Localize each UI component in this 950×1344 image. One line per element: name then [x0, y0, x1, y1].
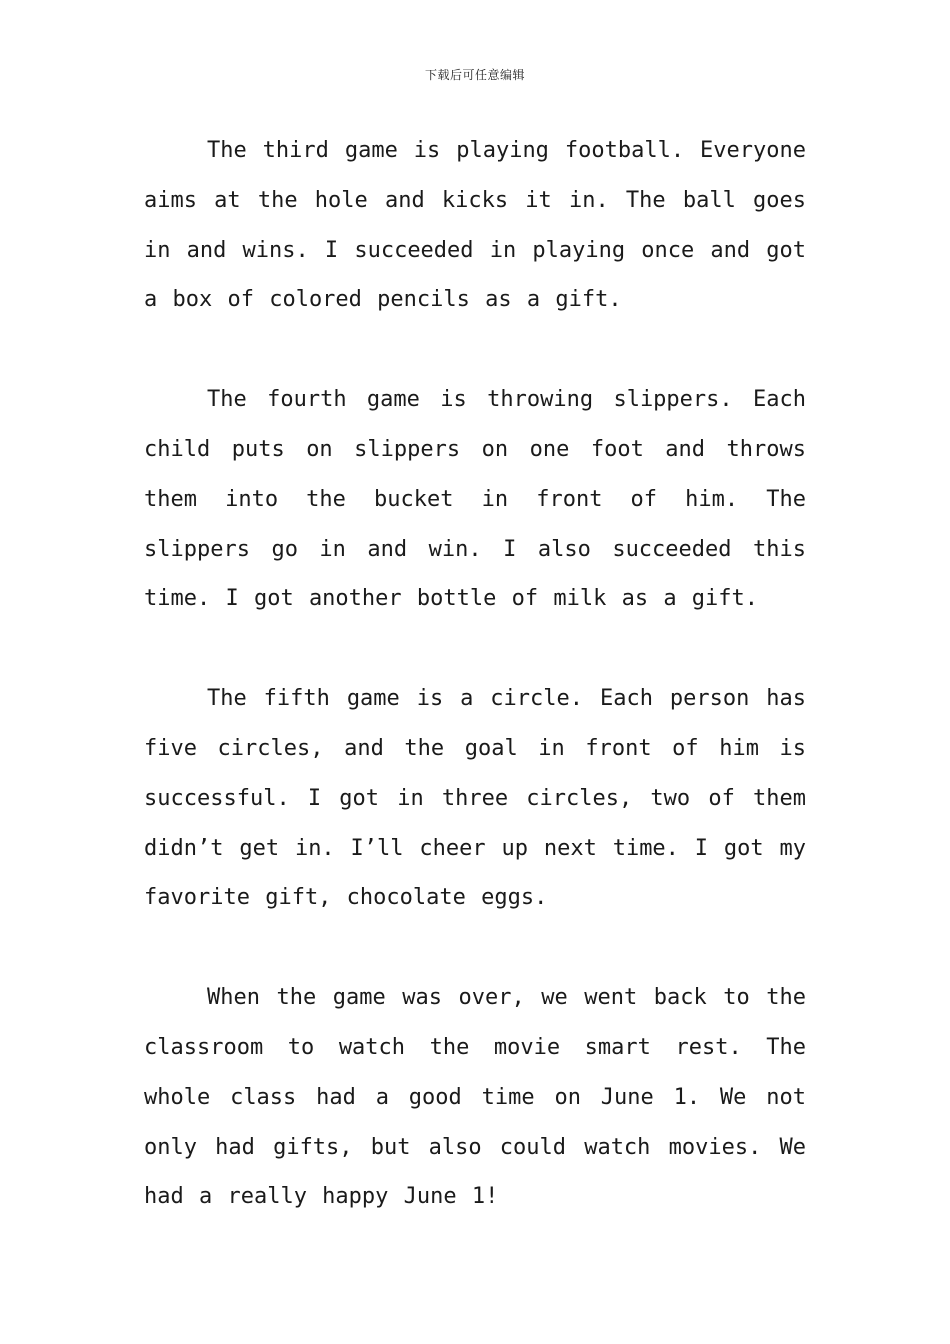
document-body	[144, 126, 806, 1222]
paragraph-fifth-game: The fifth game is a circle. Each person has five circles, and the goal in front of him is successful. I got in three circles, two of them didn’t get in. I’ll cheer up next time. I got my favorite gift, chocolate eggs.	[144, 686, 806, 911]
page-header: 下载后可任意编辑	[424, 68, 525, 82]
paragraph-third-game: The third game is playing football. Everyone aims at the hole and kicks it in. The ball goes in and wins. I succeeded in playing once and got a box of colored pencils as a gift.	[144, 138, 806, 313]
paragraph-game-over: When the game was over, we went back to the classroom to watch the movie smart rest. The whole class had a good time on June 1. We not only had gifts, but also could watch movies. We had a really happy June 1!	[144, 985, 806, 1210]
paragraph-fourth-game: The fourth game is throwing slippers. Each child puts on slippers on one foot and throws them into the bucket in front of him. The slippers go in and win. I also succeeded this time. I got another bottle of milk as a gift.	[144, 387, 806, 612]
